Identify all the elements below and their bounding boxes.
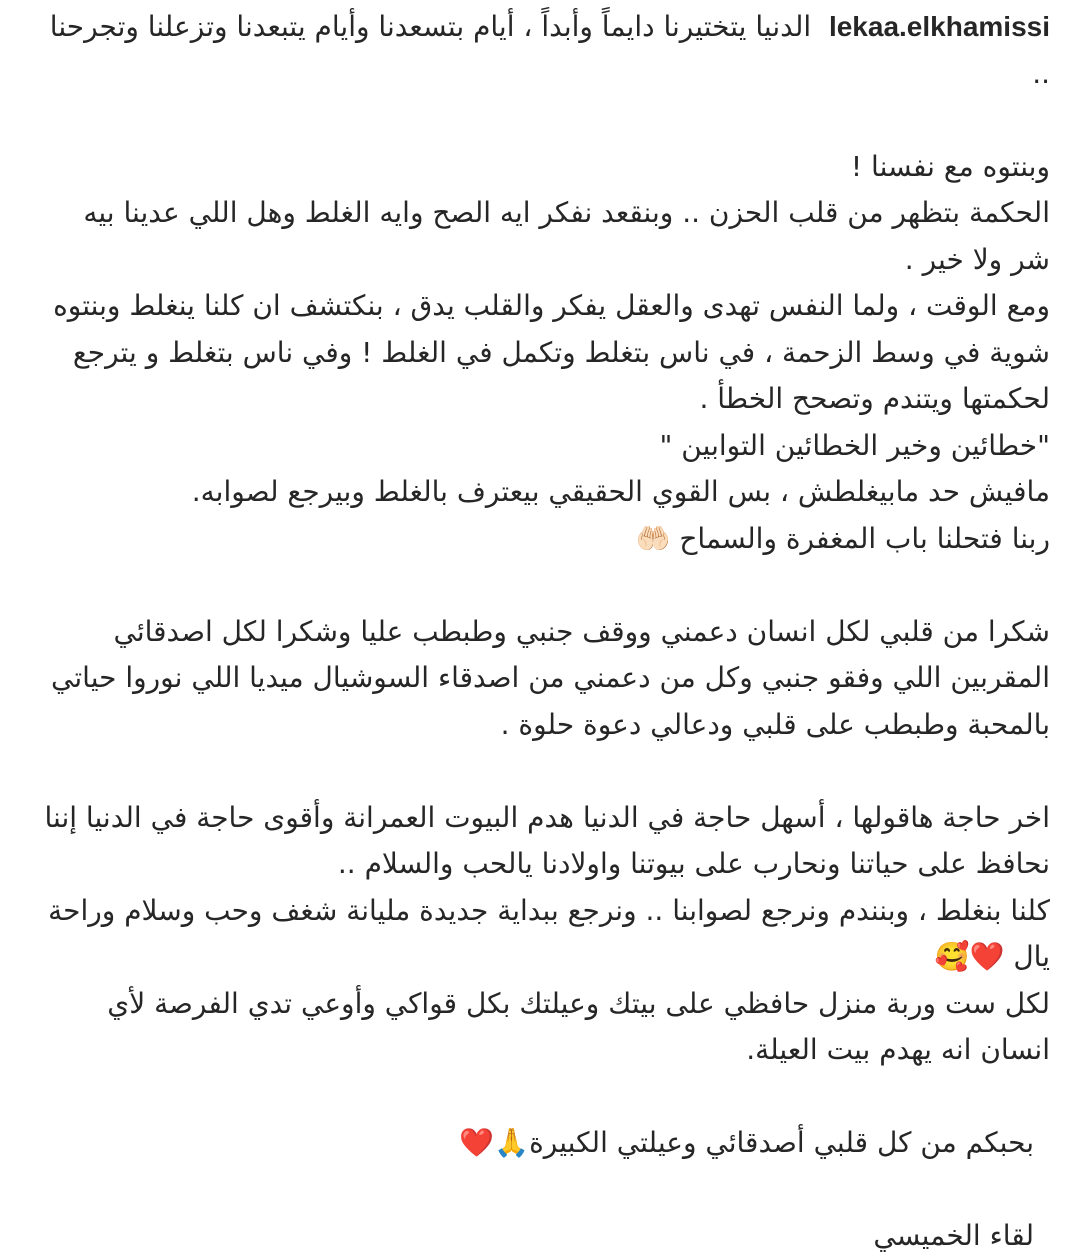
- caption-paragraph-2: وبنتوه مع نفسنا !: [850, 149, 1050, 183]
- spacer: [40, 97, 1050, 144]
- caption-paragraph-3: الحكمة بتظهر من قلب الحزن .. وبنقعد نفكر ايه الصح وايه الغلط وهل اللي عدينا بيه شر ولا خير .: [83, 196, 1050, 276]
- caption-text-1: الدنيا يتختيرنا دايماً وأبداً ، أيام بتسعدنا وأيام يتبعدنا وتزعلنا وتجرحنا ..: [49, 10, 1050, 90]
- spacer: [40, 1074, 1050, 1121]
- caption-paragraph-1: [40, 4, 1050, 97]
- caption-paragraph-5: "خطائين وخير الخطائين التوابين ": [659, 428, 1050, 462]
- caption-paragraph-10: كلنا بنغلط ، وبنندم ونرجع لصوابنا .. ونرجع ببداية جديدة مليانة شغف وحب وسلام وراحة يال ❤️🥰: [48, 893, 1050, 973]
- spacer: [40, 1167, 1050, 1214]
- caption-paragraph-8: شكرا من قلبي لكل انسان دعمني ووقف جنبي وطبطب عليا وشكرا لكل اصدقائي المقربين اللي وفقو جنبي وكل من دعمني من اصدقاء السوشيال ميديا اللي نوروا حياتي بالمحبة وطبطب على قلبي ودعالي دعوة حلوة .: [51, 614, 1050, 741]
- caption-paragraph-12: بحبكم من كل قلبي أصدقائي وعيلتي الكبيرة🙏❤️: [459, 1126, 1034, 1159]
- caption-paragraph-9: اخر حاجة هاقولها ، أسهل حاجة في الدنيا هدم البيوت العمرانة وأقوى حاجة في الدنيا إننا نحافظ على حياتنا ونحارب على بيوتنا واولادنا يالحب والسلام ..: [44, 800, 1050, 880]
- username-link[interactable]: lekaa.elkhamissi: [828, 11, 1050, 42]
- spacer: [40, 562, 1050, 609]
- caption-paragraph-4: ومع الوقت ، ولما النفس تهدى والعقل يفكر والقلب يدق ، بنكتشف ان كلنا ينغلط وبنتوه شوية في وسط الزحمة ، في ناس بتغلط وتكمل في الغلط ! وفي ناس بتغلط و يترجع لحكمتها ويتندم وتصحح الخطأ .: [53, 289, 1050, 415]
- post-caption: [40, 4, 1050, 1260]
- caption-paragraph-11: لكل ست وربة منزل حافظي على بيتك وعيلتك بكل قواكي وأوعي تدي الفرصة لأي انسان انه يهدم بيت العيلة.: [107, 986, 1050, 1066]
- signature: لقاء الخميسي: [873, 1219, 1034, 1252]
- caption-paragraph-6: مافيش حد مابيغلطش ، بس القوي الحقيقي بيعترف بالغلط وبيرجع لصوابه.: [191, 475, 1050, 508]
- caption-paragraph-7: ربنا فتحلنا باب المغفرة والسماح 🤲🏻: [635, 521, 1050, 555]
- spacer: [40, 748, 1050, 795]
